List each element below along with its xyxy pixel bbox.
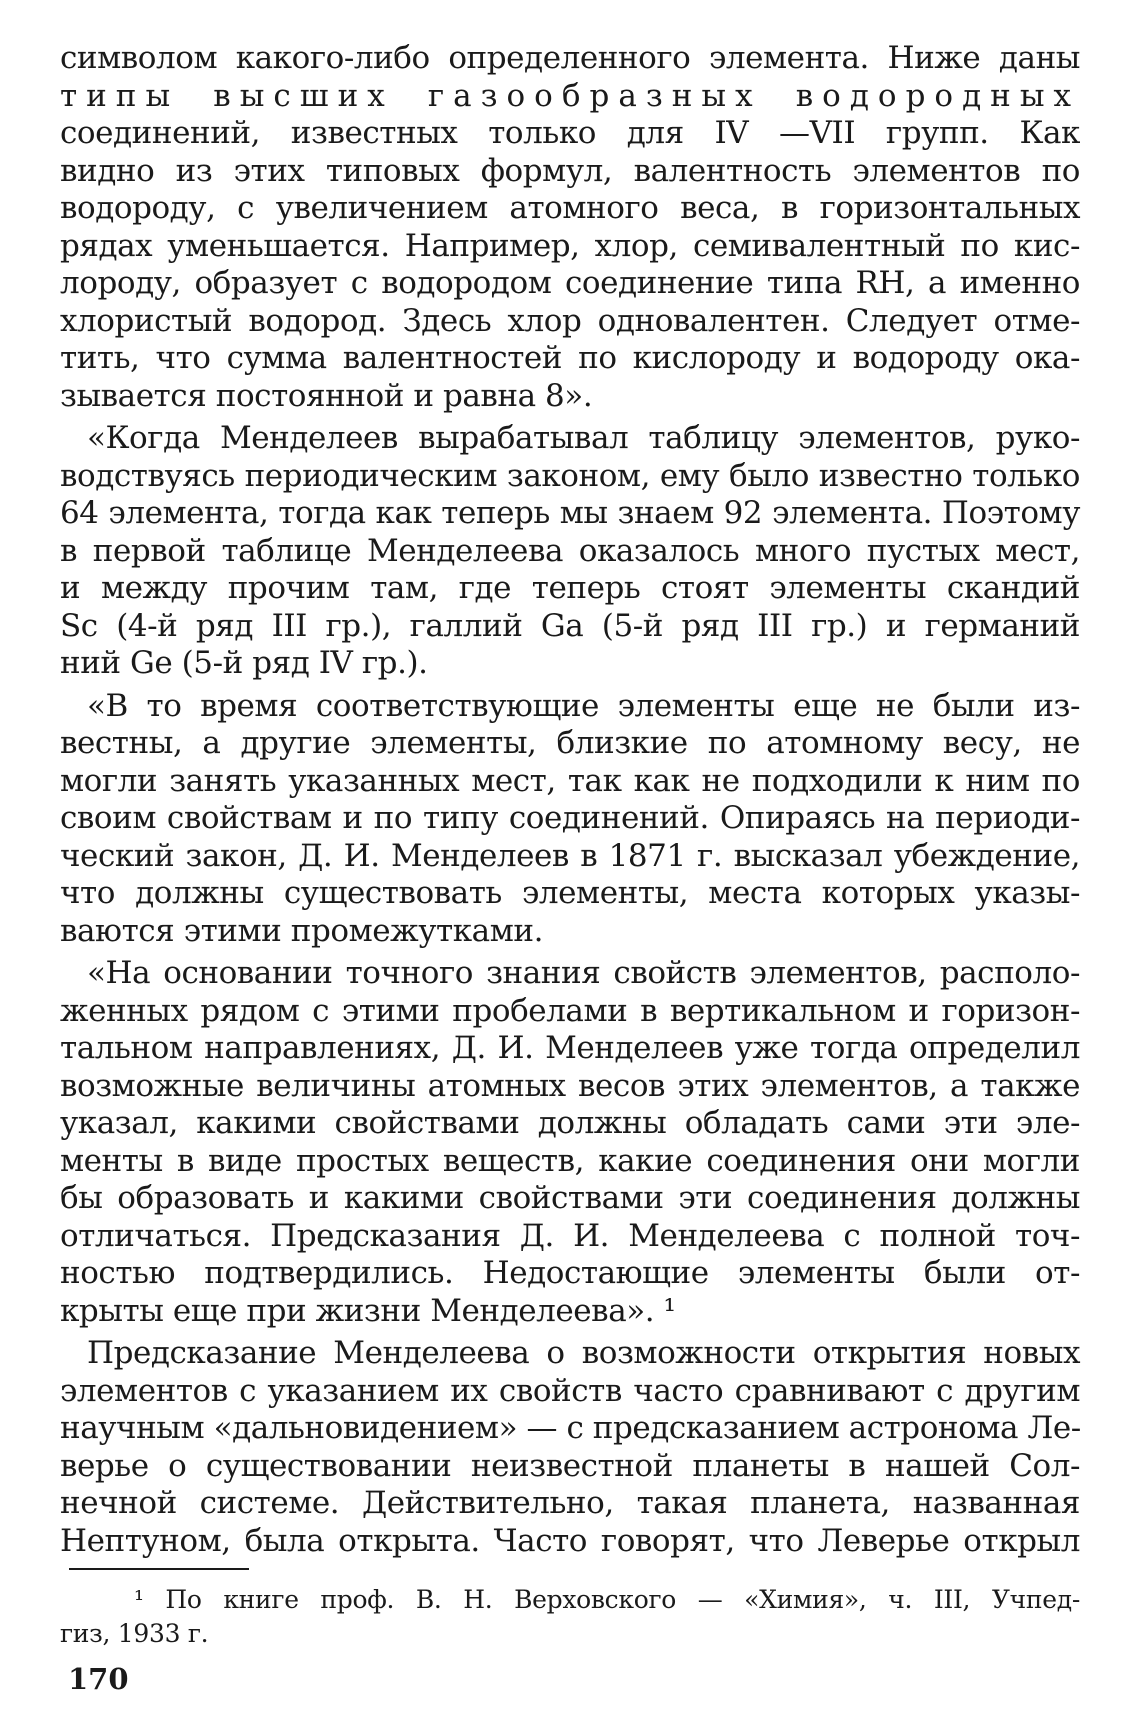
text-line: водороду, с увеличением атомного веса, в горизонтальных	[60, 190, 1080, 226]
text-line: своим свойствам и по типу соединений. Опираясь на периоди-	[60, 800, 1080, 836]
text-line: лороду, образует с водородом соединение типа RH, а именно	[60, 265, 1080, 301]
text-line: зывается постоянной и равна 8».	[60, 377, 593, 414]
text-line: возможные величины атомных весов этих элементов, а также	[60, 1067, 1080, 1104]
text-line: и между прочим там, где теперь стоят элементы скандий	[60, 570, 1080, 606]
paragraph	[60, 688, 1080, 951]
text-line: Нептуном, была открыта. Часто говорят, что Леверье открыл	[60, 1522, 1080, 1559]
text-line: научным «дальновидением» — с предсказанием астронома Ле-	[60, 1410, 1081, 1446]
footnote-line: гиз, 1933 г.	[60, 1619, 209, 1648]
text-line: бы образовать и какими свойствами эти соединения должны	[60, 1180, 1080, 1216]
text-line: менты в виде простых веществ, какие соединения они могли	[60, 1142, 1080, 1179]
text-line: крыты еще при жизни Менделеева». ¹	[60, 1292, 676, 1329]
text-line: ностью подтвердились. Недостающие элементы были от-	[60, 1255, 1080, 1291]
text-line: женных рядом с этими пробелами в вертикальном и горизон-	[60, 992, 1080, 1029]
text-line: видно из этих типовых формул, валентность элементов по	[60, 152, 1080, 189]
paragraph	[60, 40, 1080, 415]
text-line: «Когда Менделеев вырабатывал таблицу элементов, руко-	[87, 420, 1080, 456]
text-line: тить, что сумма валентностей по кислороду и водороду ока-	[60, 340, 1080, 376]
text-line: «На основании точного знания свойств элементов, располо-	[87, 955, 1080, 991]
text-line: Sc (4-й ряд III гр.), галлий Ga (5-й ряд III гр.) и германий	[60, 607, 1080, 644]
text-line: нечной системе. Действительно, такая планета, названная	[60, 1485, 1080, 1521]
text-line: элементов с указанием их свойств часто сравнивают с другим	[60, 1372, 1080, 1409]
text-line: тальном направлениях, Д. И. Менделеев уже тогда определил	[60, 1030, 1080, 1066]
text-line: отличаться. Предсказания Д. И. Менделеева с полной точ-	[60, 1217, 1080, 1254]
footnote	[60, 1583, 1080, 1651]
text-line: типы высших газообразных водородных	[60, 77, 1080, 114]
paragraph	[60, 420, 1080, 683]
text-line: водствуясь периодическим законом, ему было известно только	[60, 457, 1080, 494]
page-body	[60, 40, 1080, 1560]
text-line: ваются этими промежутками.	[60, 912, 543, 949]
footnote-divider	[69, 1568, 249, 1570]
text-line: ческий закон, Д. И. Менделеев в 1871 г. высказал убеждение,	[60, 837, 1080, 874]
paragraph	[60, 955, 1080, 1330]
text-line: указал, какими свойствами должны обладать сами эти эле-	[60, 1105, 1080, 1141]
text-line: 64 элемента, тогда как теперь мы знаем 92 элемента. Поэтому	[60, 495, 1080, 531]
text-line: символом какого-либо определенного элемента. Ниже даны	[60, 40, 1080, 76]
text-line: соединений, известных только для IV —VII групп. Как	[60, 115, 1080, 151]
text-line: хлористый водород. Здесь хлор одновалентен. Следует отме-	[60, 302, 1080, 339]
paragraph	[60, 1335, 1080, 1560]
text-line: рядах уменьшается. Например, хлор, семивалентный по кис-	[60, 227, 1080, 264]
text-line: могли занять указанных мест, так как не подходили к ним по	[60, 762, 1080, 799]
text-line: ний Ge (5-й ряд IV гр.).	[60, 645, 428, 681]
text-line: что должны существовать элементы, места которых указы-	[60, 875, 1080, 911]
footnote-line: ¹ По книге проф. В. Н. Верховского — «Химия», ч. III, Учпед-	[134, 1585, 1080, 1614]
text-line: вестны, а другие элементы, близкие по атомному весу, не	[60, 725, 1080, 761]
page-number: 170	[68, 1662, 129, 1696]
text-line: Предсказание Менделеева о возможности открытия новых	[87, 1335, 1080, 1371]
text-line: в первой таблице Менделеева оказалось много пустых мест,	[60, 532, 1080, 569]
text-line: верье о существовании неизвестной планеты в нашей Сол-	[60, 1447, 1080, 1484]
text-line: «В то время соответствующие элементы еще не были из-	[87, 687, 1080, 724]
